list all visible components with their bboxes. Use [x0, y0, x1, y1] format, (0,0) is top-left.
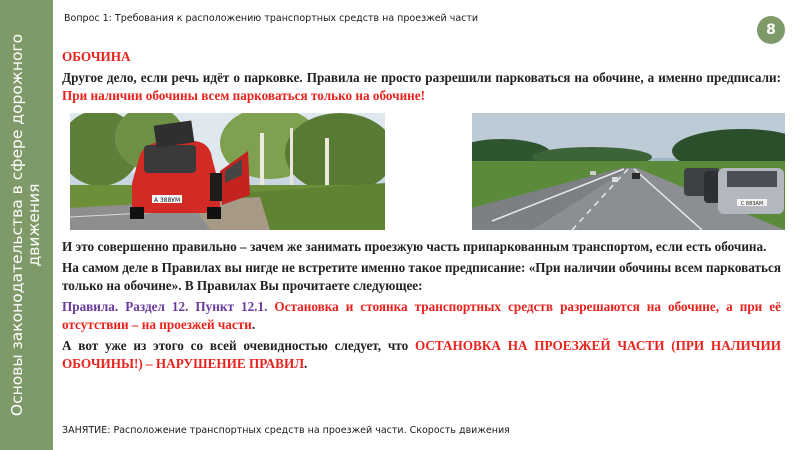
- intro-text: Другое дело, если речь идёт о парковке. Правила не просто разрешили парковаться на обочине, а именно предписали:: [62, 70, 781, 85]
- conclusion-highlight: ОСТАНОВКА НА ПРОЕЗЖЕЙ ЧАСТИ (ПРИ НАЛИЧИИ ОБОЧИНЫ!) – НАРУШЕНИЕ ПРАВИЛ: [62, 338, 781, 371]
- conclusion-end: .: [304, 356, 308, 371]
- photo-highway-shoulder-illustration: [472, 113, 785, 230]
- paragraph-2: На самом деле в Правилах вы нигде не встретите именно такое предписание: «При наличии обочины всем парковаться только на обочине». В Правилах Вы прочитаете следующее:: [62, 260, 781, 293]
- photo-car-on-shoulder-illustration: [70, 113, 385, 230]
- rules-quote-end: .: [251, 317, 256, 332]
- right-car-plate: С 883АМ: [740, 201, 764, 207]
- rules-reference: Правила. Раздел 12. Пункт 12.1.: [62, 299, 268, 314]
- paragraph-4: [62, 337, 781, 373]
- sidebar: [0, 0, 53, 450]
- paragraph-1: И это совершенно правильно – зачем же занимать проезжую часть припаркованным транспортом, если есть обочина.: [62, 239, 767, 254]
- intro-highlight: При наличии обочины всем парковаться только на обочине!: [62, 88, 426, 103]
- main-text: [62, 238, 781, 373]
- question-topic: Вопрос 1: Требования к расположению транспортных средств на проезжей части: [64, 13, 479, 24]
- intro-paragraph: [62, 69, 781, 105]
- lesson-footer: ЗАНЯТИЕ: Расположение транспортных средств на проезжей части. Скорость движения: [62, 425, 510, 436]
- left-car-plate: А 388УМ: [153, 197, 181, 204]
- sidebar-title: Основы законодательства в сфере дорожного движения: [8, 33, 43, 417]
- rules-quote: Остановка и стоянка транспортных средств разрешаются на обочине, а при её отсутствии – на проезжей части: [62, 299, 782, 332]
- photo-highway-shoulder: [472, 113, 785, 230]
- section-heading: ОБОЧИНА: [62, 49, 131, 64]
- paragraph-3: [62, 298, 781, 334]
- photo-car-on-shoulder: [70, 113, 385, 230]
- slide-number-badge: 8: [757, 16, 785, 44]
- conclusion-text: А вот уже из этого со всей очевидностью следует, что: [62, 338, 415, 353]
